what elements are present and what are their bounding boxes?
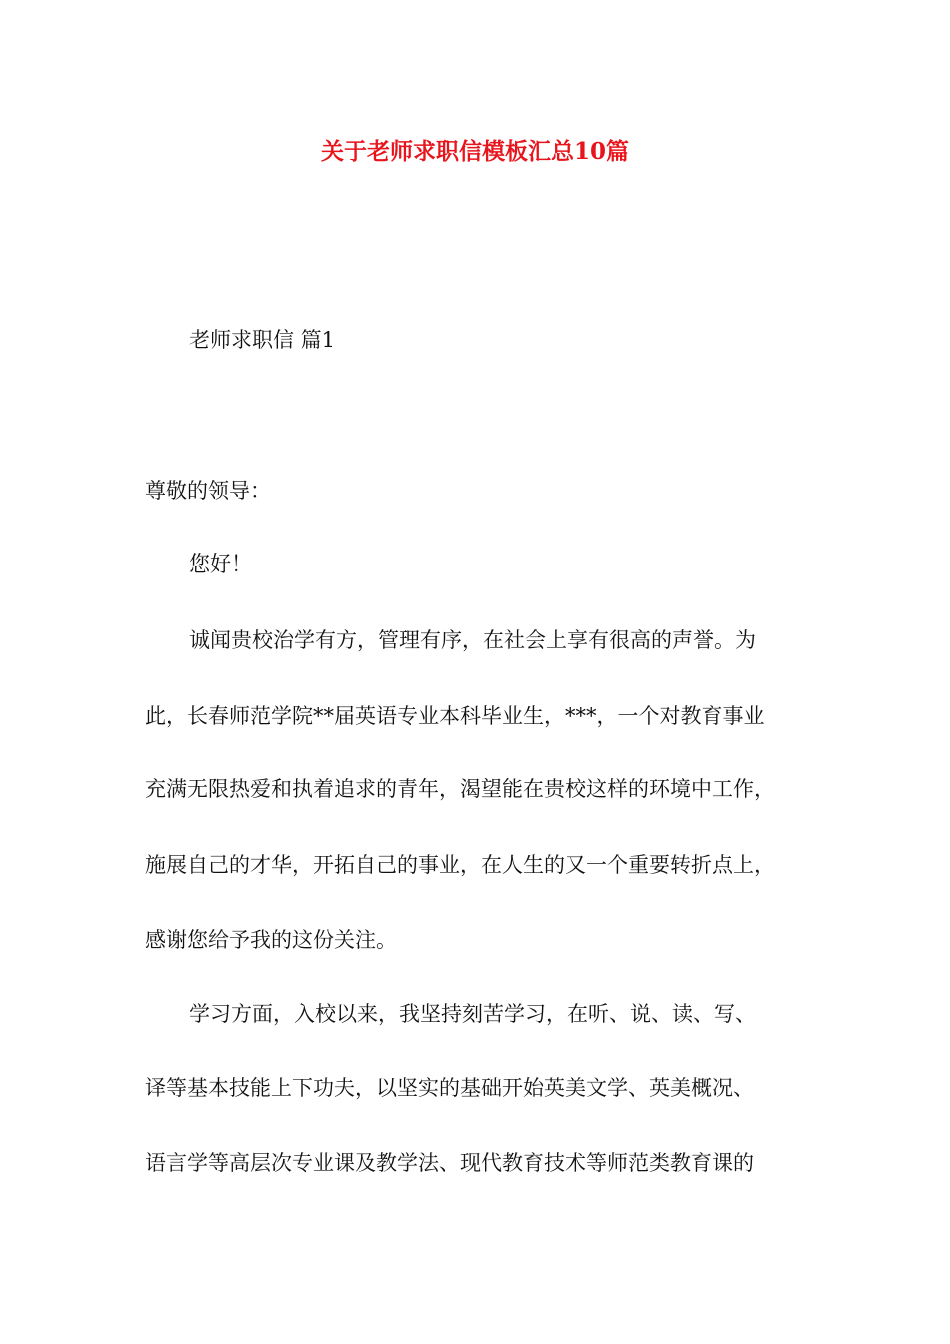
paragraph-line: 感谢您给予我的这份关注。 (145, 928, 397, 952)
section-heading: 老师求职信 篇1 (189, 328, 336, 352)
salutation: 尊敬的领导： (145, 479, 271, 503)
greeting: 您好！ (189, 552, 252, 576)
paragraph-line: 充满无限热爱和执着追求的青年，渴望能在贵校这样的环境中工作， (145, 777, 775, 801)
document-title: 关于老师求职信模板汇总10篇 (320, 138, 629, 165)
paragraph-line: 学习方面，入校以来，我坚持刻苦学习，在听、说、读、写、 (189, 1002, 756, 1026)
paragraph-line: 语言学等高层次专业课及教学法、现代教育技术等师范类教育课的 (145, 1151, 754, 1175)
paragraph-line: 施展自己的才华，开拓自己的事业，在人生的又一个重要转折点上， (145, 853, 775, 877)
paragraph-line: 诚闻贵校治学有方，管理有序，在社会上享有很高的声誉。为 (189, 628, 756, 652)
paragraph-line: 此，长春师范学院**届英语专业本科毕业生，***，一个对教育事业 (145, 704, 765, 728)
paragraph-line: 译等基本技能上下功夫，以坚实的基础开始英美文学、英美概况、 (145, 1076, 754, 1100)
